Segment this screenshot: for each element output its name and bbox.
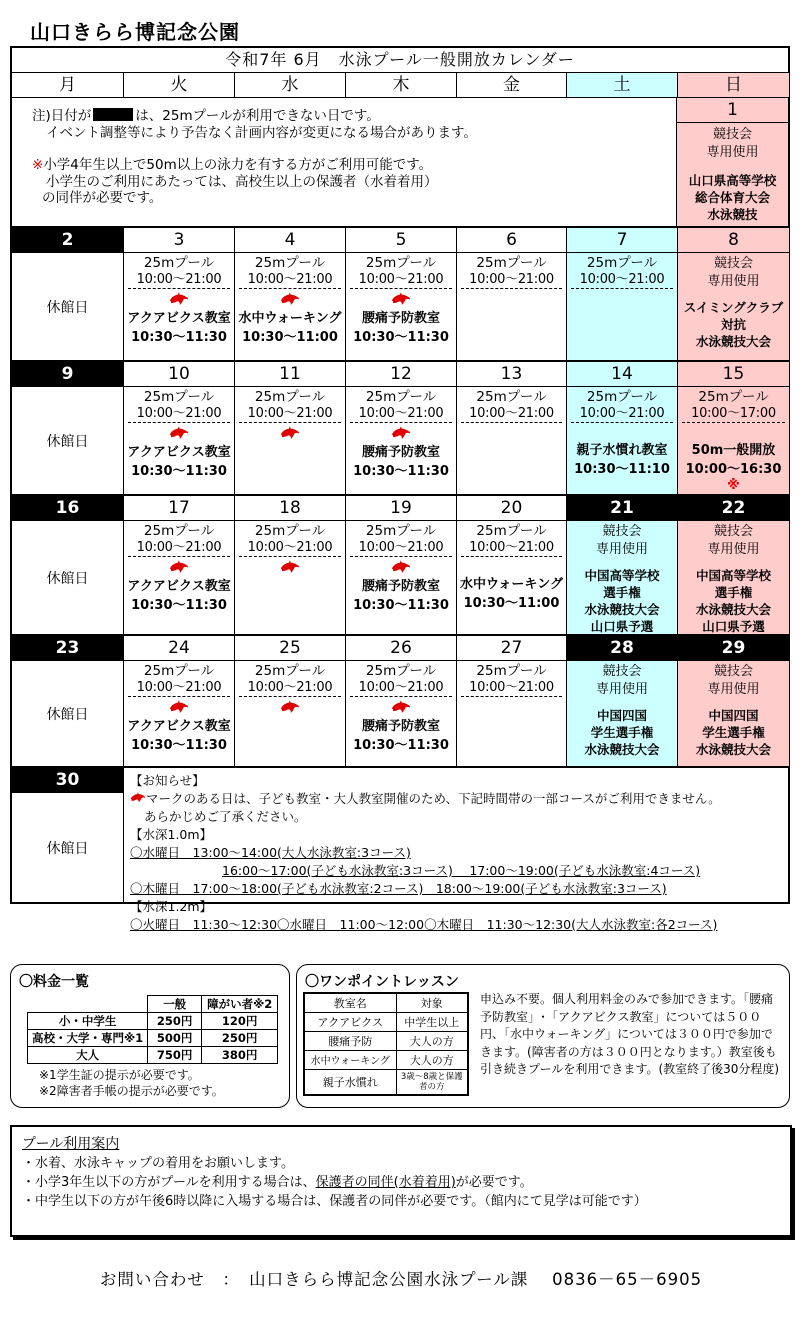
class-name: 腰痛予防教室 — [361, 445, 440, 460]
weekday-mon: 月 — [12, 73, 124, 97]
day-number: 18 — [235, 496, 345, 521]
day-number: 26 — [346, 636, 456, 661]
fee-panel — [10, 964, 290, 1108]
week-row-0 — [12, 98, 788, 228]
pool-hours: 10:00～21:00 — [461, 272, 562, 289]
lesson-header: 対象 — [396, 993, 468, 1012]
class-name: 50m一般開放 — [691, 443, 776, 458]
fee-cell: 120円 — [202, 1013, 278, 1030]
pool-label: 25mプール — [365, 663, 437, 679]
pool-hours: 10:00～21:00 — [128, 272, 230, 289]
event-name: 水泳競技大会 — [695, 334, 771, 349]
pool-hours: 10:00～21:00 — [461, 680, 562, 697]
event-name: 山口県高等学校 — [688, 173, 777, 188]
class-time: 10:30～11:30 — [353, 330, 449, 345]
pool-label: 25mプール — [476, 389, 547, 405]
dolphin-icon — [130, 791, 146, 806]
day-number: 4 — [235, 228, 345, 253]
event-label: 専用使用 — [707, 542, 760, 557]
notice-heading: 【お知らせ】 — [130, 773, 205, 788]
day-number: 25 — [235, 636, 345, 661]
day-number: 12 — [346, 362, 456, 387]
lesson-title: 〇ワンポイントレッスン — [305, 974, 459, 990]
day-number: 24 — [124, 636, 234, 661]
lesson-table — [303, 992, 469, 1096]
pool-label: 25mプール — [254, 255, 326, 271]
pool-label: 25mプール — [365, 523, 437, 539]
day-number: 3 — [124, 228, 234, 253]
pool-label: 25mプール — [143, 255, 215, 271]
pool-label: 25mプール — [254, 663, 326, 679]
day-number: 1 — [677, 98, 788, 123]
pool-hours: 10:00～21:00 — [239, 540, 341, 557]
class-name: 親子水慣れ教室 — [576, 443, 668, 458]
schedule-line: 16:00～17:00(子ども水泳教室:3コース) 17:00～19:00(子ども水泳教室:4コース) — [222, 863, 701, 878]
fee-header — [28, 996, 148, 1013]
class-time: 10:30～11:30 — [353, 598, 449, 613]
weekday-wed: 水 — [235, 73, 346, 97]
pool-guide — [10, 1125, 792, 1237]
day-number: 13 — [457, 362, 566, 387]
week-row-5 — [12, 768, 788, 932]
pool-hours: 10:00～17:00 — [682, 406, 785, 423]
event-name: 水泳競技大会 — [584, 742, 660, 757]
event-name: 中国四国 — [708, 708, 759, 723]
fee-cell: 250円 — [202, 1030, 278, 1047]
class-name: アクアビクス教室 — [127, 445, 231, 460]
event-name: 水泳競技 — [707, 207, 758, 222]
class-time: 10:30～11:30 — [131, 330, 227, 345]
event-label: 競技会 — [602, 524, 642, 539]
park-title: 山口きらら博記念公園 — [30, 20, 240, 44]
note-text: 小学4年生以上で50m以上の泳力を有する方がご利用可能です。 — [43, 157, 433, 173]
dolphin-icon — [346, 557, 456, 577]
lesson-panel — [296, 964, 790, 1108]
unavailable-marker — [93, 108, 133, 121]
guide-line: が必要です。 — [455, 1175, 533, 1190]
class-name: 水中ウォーキング — [459, 577, 564, 592]
class-time: 10:30～11:30 — [131, 738, 227, 753]
week-row-1 — [12, 228, 788, 362]
weekday-header — [12, 73, 788, 98]
dolphin-icon — [346, 697, 456, 717]
weekday-thu: 木 — [346, 73, 457, 97]
week-row-3 — [12, 496, 788, 636]
event-name: 学生選手権 — [590, 725, 654, 740]
dolphin-icon — [235, 697, 345, 717]
schedule-line: 〇木曜日 17:00～18:00(子ども水泳教室:2コース) 18:00～19:00(子ども水泳教室:3コース) — [130, 881, 667, 896]
event-label: 専用使用 — [595, 542, 648, 557]
pool-hours: 10:00～21:00 — [571, 272, 673, 289]
fee-cell: 500円 — [148, 1030, 202, 1047]
pool-hours: 10:00～21:00 — [239, 680, 341, 697]
pool-hours: 10:00～21:00 — [239, 272, 341, 289]
class-time: 10:30～11:10 — [574, 462, 670, 477]
fee-cell: 750円 — [148, 1047, 202, 1064]
class-name: 腰痛予防教室 — [361, 311, 440, 326]
schedule-line: 〇火曜日 11:30～12:30〇水曜日 11:00～12:00〇木曜日 11:30～12:30(大人水泳教室:各2コース) — [130, 917, 718, 932]
lesson-cell: 3歳～8歳と保護者の方 — [396, 1069, 468, 1095]
schedule-line: 〇水曜日 13:00～14:00(大人水泳教室:3コース) — [130, 845, 411, 860]
day-number: 14 — [567, 362, 677, 387]
event-name: 総合体育大会 — [694, 190, 770, 205]
guide-line-emphasis: 保護者の同伴(水着着用) — [315, 1175, 456, 1190]
dolphin-icon — [124, 423, 234, 443]
day-number: 7 — [567, 228, 677, 253]
class-time: 10:30～11:00 — [463, 596, 560, 611]
event-name: スイミングクラブ — [683, 300, 784, 315]
dolphin-icon — [235, 423, 345, 443]
pool-hours: 10:00～21:00 — [350, 680, 452, 697]
fee-footnote: ※1学生証の提示が必要です。 — [39, 1068, 200, 1082]
fee-cell: 小・中学生 — [28, 1013, 148, 1030]
lesson-cell: アクアビクス — [304, 1012, 396, 1031]
class-time: 10:30～11:30 — [131, 598, 227, 613]
notice-text: マークのある日は、子ども教室・大人教室開催のため、下記時間帯の一部コースがご利用できません。 — [146, 791, 721, 806]
pool-label: 25mプール — [586, 255, 658, 271]
closed-label: 休館日 — [46, 570, 89, 587]
class-time: 10:30～11:30 — [353, 464, 449, 479]
event-name: 学生選手権 — [702, 725, 765, 740]
dolphin-icon — [235, 557, 345, 577]
class-name: 腰痛予防教室 — [361, 579, 440, 594]
day-number: 15 — [678, 362, 789, 387]
fee-footnote: ※2障害者手帳の提示が必要です。 — [39, 1084, 224, 1098]
event-label: 競技会 — [713, 664, 753, 679]
event-name: 山口県予選 — [590, 619, 654, 634]
class-name: アクアビクス教室 — [127, 579, 231, 594]
class-time: 10:30～11:30 — [131, 464, 227, 479]
weekday-sat: 土 — [567, 73, 678, 97]
note-text: 小学生のご利用にあたっては、高校生以上の保護者（水着着用） — [46, 173, 438, 190]
weekday-fri: 金 — [457, 73, 567, 97]
lesson-cell: 大人の方 — [396, 1031, 468, 1050]
event-label: 競技会 — [712, 127, 752, 142]
event-name: 中国高等学校 — [695, 568, 771, 583]
pool-label: 25mプール — [476, 663, 547, 679]
class-time: 10:00～16:30 — [685, 462, 782, 477]
lesson-cell: 中学生以上 — [396, 1012, 468, 1031]
day-number: 28 — [567, 636, 677, 661]
day-number: 30 — [12, 768, 123, 793]
day-number: 22 — [678, 496, 789, 521]
day-number: 16 — [12, 496, 123, 521]
notice-mark: ※ — [727, 478, 740, 493]
note-mark: ※ — [32, 157, 44, 173]
class-time: 10:30～11:30 — [353, 738, 449, 753]
weekday-tue: 火 — [124, 73, 235, 97]
fee-cell: 380円 — [202, 1047, 278, 1064]
event-label: 競技会 — [713, 256, 753, 271]
pool-hours: 10:00～21:00 — [128, 406, 230, 423]
fee-cell: 大人 — [28, 1047, 148, 1064]
day-number: 9 — [12, 362, 123, 387]
note-text: イベント調整等により予告なく計画内容が変更になる場合があります。 — [46, 124, 477, 141]
event-name: 山口県予選 — [702, 619, 765, 634]
pool-hours: 10:00～21:00 — [239, 406, 341, 423]
event-name: 水泳競技大会 — [695, 602, 771, 617]
fee-header: 障がい者※2 — [202, 996, 278, 1013]
pool-hours: 10:00～21:00 — [571, 406, 673, 423]
day-number: 11 — [235, 362, 345, 387]
class-name: アクアビクス教室 — [127, 311, 231, 326]
class-name: 水中ウォーキング — [238, 311, 342, 326]
lesson-description: 申込み不要。個人利用料金のみで参加できます。「腰痛予防教室」･「アクアビクス教室」については５００円、「水中ウォーキング」については３００円で参加できます。(障害者の方は３００円となります。）教室後も引き続きプールを利用できます。(教室終了後30分程度) — [480, 992, 780, 1076]
dolphin-icon — [346, 423, 456, 443]
pool-label: 25mプール — [476, 255, 547, 271]
week-row-4 — [12, 636, 788, 768]
pool-label: 25mプール — [476, 523, 547, 539]
day-number: 17 — [124, 496, 234, 521]
lesson-cell: 大人の方 — [396, 1050, 468, 1069]
pool-hours: 10:00～21:00 — [350, 540, 452, 557]
class-name: アクアビクス教室 — [127, 719, 231, 734]
closed-label: 休館日 — [46, 299, 89, 316]
event-label: 競技会 — [713, 524, 753, 539]
pool-label: 25mプール — [143, 523, 215, 539]
pool-label: 25mプール — [586, 389, 658, 405]
fee-cell: 250円 — [148, 1013, 202, 1030]
day-number: 27 — [457, 636, 566, 661]
contact-info: お問い合わせ ： 山口きらら博記念公園水泳プール課 0836－65－6905 — [99, 1270, 703, 1289]
fee-cell: 高校・大学・専門※1 — [28, 1030, 148, 1047]
day-number: 23 — [12, 636, 123, 661]
week-row-2 — [12, 362, 788, 496]
pool-hours: 10:00～21:00 — [461, 540, 562, 557]
dolphin-icon — [124, 697, 234, 717]
event-name: 選手権 — [714, 585, 753, 600]
day-number: 6 — [457, 228, 566, 253]
day-number: 19 — [346, 496, 456, 521]
class-time: 10:30～11:00 — [242, 330, 338, 345]
guide-heading: プール利用案内 — [22, 1136, 120, 1152]
lesson-cell: 親子水慣れ — [304, 1069, 396, 1095]
event-name: 水泳競技大会 — [584, 602, 660, 617]
lesson-cell: 腰痛予防 — [304, 1031, 396, 1050]
event-label: 競技会 — [602, 664, 642, 679]
event-label: 専用使用 — [595, 682, 648, 697]
pool-hours: 10:00～21:00 — [350, 272, 452, 289]
pool-label: 25mプール — [143, 663, 215, 679]
lesson-cell: 水中ウォーキング — [304, 1050, 396, 1069]
day-number: 21 — [567, 496, 677, 521]
event-name: 水泳競技大会 — [695, 742, 771, 757]
event-name: 選手権 — [603, 585, 641, 600]
calendar-note — [12, 98, 677, 226]
event-label: 専用使用 — [707, 274, 760, 289]
guide-line: ・小学3年生以下の方がプールを利用する場合は、 — [22, 1175, 316, 1190]
closed-label: 休館日 — [46, 706, 89, 723]
depth-heading: 【水深1.0m】 — [130, 827, 213, 842]
dolphin-icon — [235, 289, 345, 309]
fee-table — [27, 995, 278, 1064]
pool-label: 25mプール — [254, 523, 326, 539]
event-name: 対抗 — [720, 317, 746, 332]
day-number: 20 — [457, 496, 566, 521]
guide-line: ・水着、水泳キャップの着用をお願いします。 — [22, 1156, 294, 1171]
note-text: の同伴が必要です。 — [42, 190, 163, 206]
pool-hours: 10:00～21:00 — [128, 680, 230, 697]
lesson-header: 教室名 — [304, 993, 396, 1012]
closed-label: 休館日 — [46, 433, 89, 450]
closed-label: 休館日 — [46, 840, 89, 857]
calendar-title: 令和7年 6月 水泳プール一般開放カレンダー — [12, 48, 788, 73]
event-label: 専用使用 — [706, 145, 759, 160]
pool-label: 25mプール — [254, 389, 326, 405]
fee-title: 〇料金一覧 — [19, 974, 89, 990]
day-number: 2 — [12, 228, 123, 253]
pool-hours: 10:00～21:00 — [350, 406, 452, 423]
notice-panel — [124, 768, 788, 932]
note-text: は、25mプールが利用できない日です。 — [135, 108, 380, 124]
dolphin-icon — [124, 289, 234, 309]
event-label: 専用使用 — [707, 682, 760, 697]
day-number: 10 — [124, 362, 234, 387]
event-name: 中国高等学校 — [584, 568, 660, 583]
pool-label: 25mプール — [698, 389, 769, 405]
dolphin-icon — [346, 289, 456, 309]
event-name: 中国四国 — [596, 708, 647, 723]
day-number: 5 — [346, 228, 456, 253]
pool-label: 25mプール — [365, 255, 437, 271]
guide-line: ・中学生以下の方が午後6時以降に入場する場合は、保護者の同伴が必要です。（館内にて見学は可能です） — [22, 1194, 647, 1209]
day-number: 8 — [678, 228, 789, 253]
pool-hours: 10:00～21:00 — [128, 540, 230, 557]
depth-heading: 【水深1.2m】 — [130, 899, 213, 914]
dolphin-icon — [124, 557, 234, 577]
day-cell-1 — [677, 98, 788, 226]
weekday-sun: 日 — [678, 73, 789, 97]
pool-hours: 10:00～21:00 — [461, 406, 562, 423]
class-name: 腰痛予防教室 — [361, 719, 440, 734]
pool-label: 25mプール — [143, 389, 215, 405]
pool-label: 25mプール — [365, 389, 437, 405]
notice-text: あらかじめご了承ください。 — [144, 809, 307, 824]
calendar — [10, 46, 790, 932]
day-number: 29 — [678, 636, 789, 661]
note-text: 注)日付が — [32, 108, 92, 124]
fee-header: 一般 — [148, 996, 202, 1013]
